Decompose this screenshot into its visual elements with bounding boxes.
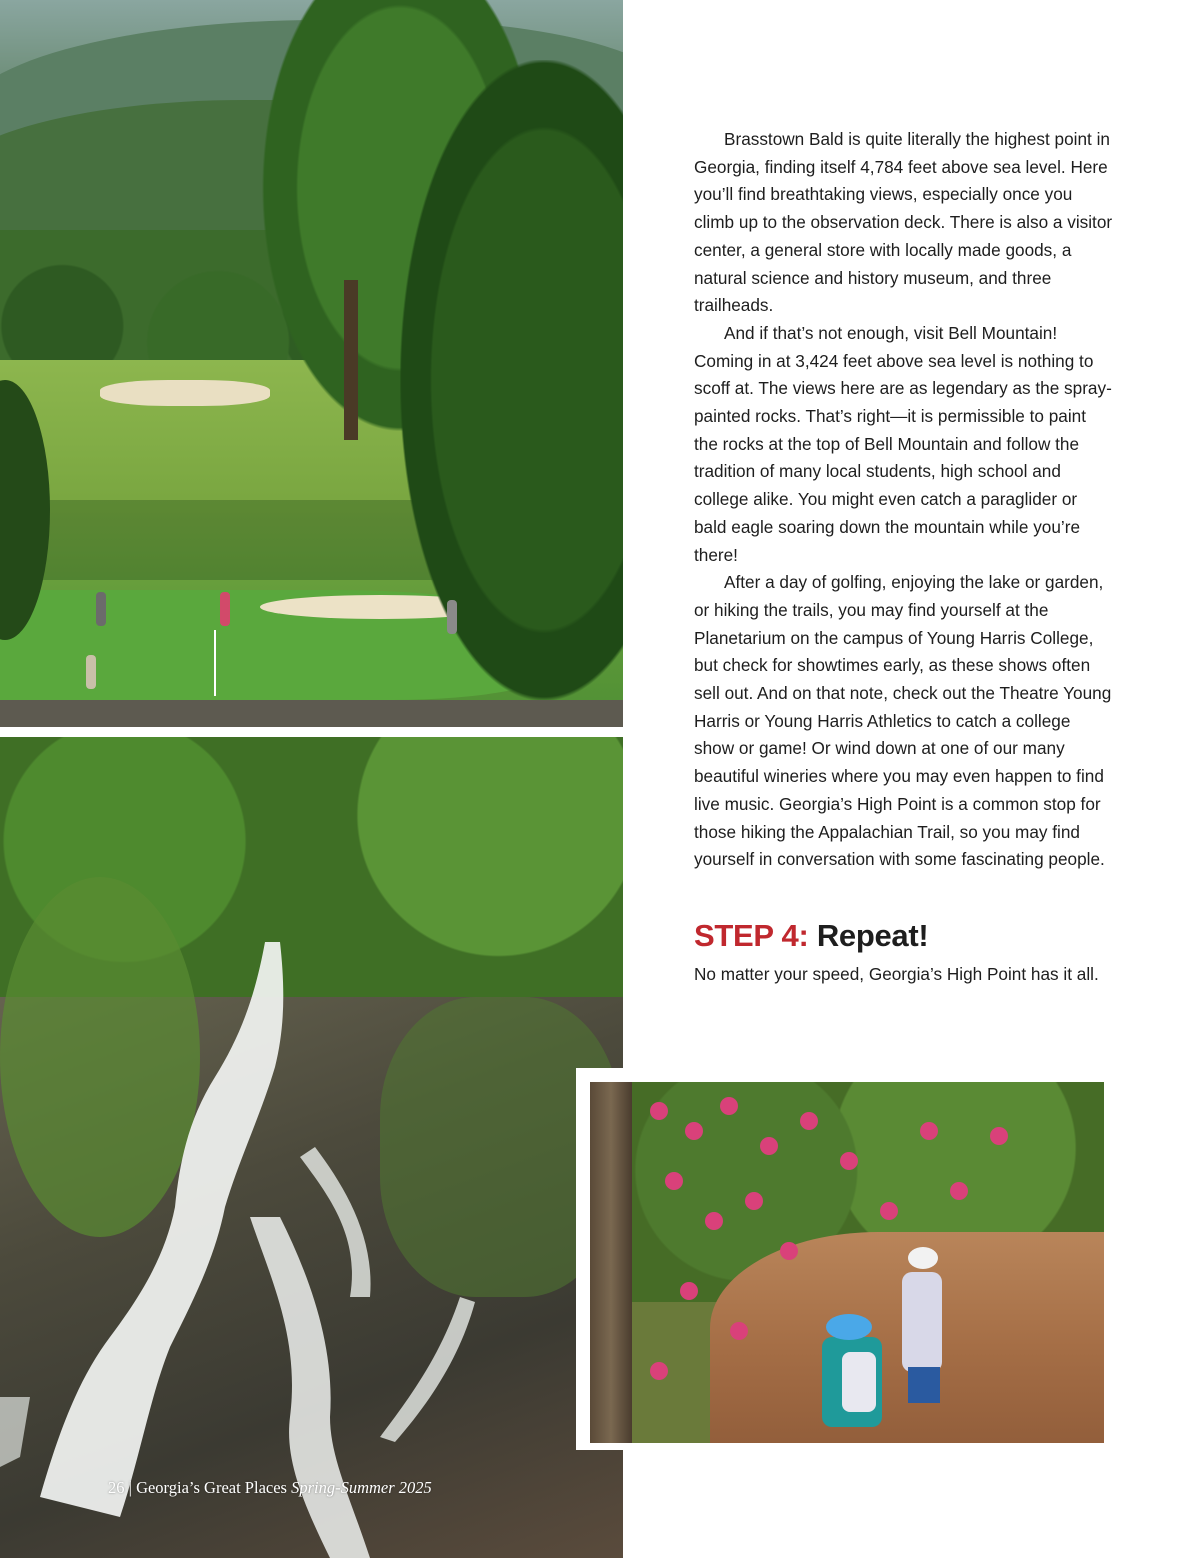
page-folio	[108, 1478, 432, 1498]
step-text: No matter your speed, Georgia’s High Point has it all.	[694, 964, 1099, 984]
article-paragraph: After a day of golfing, enjoying the lake or garden, or hiking the trails, you may find yourself at the Planetarium on the campus of Young Harris College, but check for showtimes early, as these shows often sell out. And on that note, check out the Theatre Young Harris or Young Harris Athletics to catch a college show or game! Or wind down at one of our many beautiful wineries where you may even happen to find live music. Georgia’s High Point is a common stop for those hiking the Appalachian Trail, so you may find yourself in conversation with some fascinating people.	[694, 572, 1112, 870]
issue-name: Spring-Summer 2025	[291, 1478, 432, 1497]
waterfall-photo	[0, 737, 623, 1558]
golf-course-photo	[0, 0, 623, 727]
page-number: 26	[108, 1478, 125, 1497]
article-paragraph: Brasstown Bald is quite literally the highest point in Georgia, finding itself 4,784 feet above sea level. Here you’ll find breathtaking views, especially once you climb up to the observation deck. There is also a visitor center, a general store with locally made goods, a natural science and history museum, and three trailheads.	[694, 129, 1113, 316]
step-label: STEP 4:	[694, 918, 809, 953]
garden-hikers-photo	[576, 1068, 1111, 1450]
article-body	[694, 126, 1114, 874]
folio-separator: |	[128, 1478, 132, 1497]
publication-name: Georgia’s Great Places	[136, 1478, 287, 1497]
step-heading	[694, 918, 928, 954]
article-paragraph: And if that’s not enough, visit Bell Mountain! Coming in at 3,424 feet above sea level is nothing to scoff at. The views here are as legendary as the spray-painted rocks. That’s right—it is permissible to paint the rocks at the top of Bell Mountain and follow the tradition of many local students, high school and college alike. You might even catch a paraglider or bald eagle soaring down the mountain while you’re there!	[694, 322, 1112, 565]
step-title: Repeat!	[816, 918, 929, 953]
